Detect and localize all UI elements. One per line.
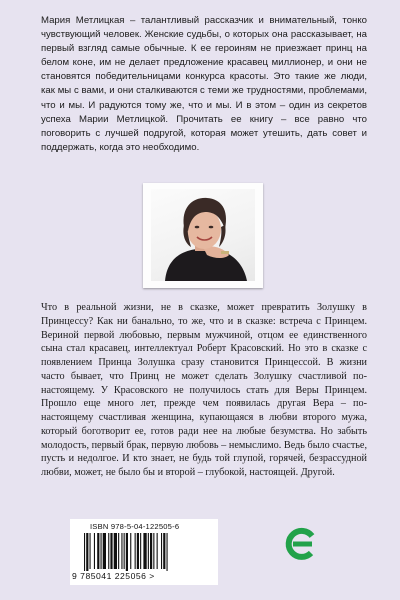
- author-portrait-icon: [151, 189, 255, 281]
- isbn-label: ISBN 978-5-04-122505-6: [90, 522, 180, 531]
- author-photo: [151, 189, 255, 281]
- barcode-digits: 9 785041 225056 >: [72, 571, 155, 581]
- eksmo-e-logo-icon: [281, 524, 321, 564]
- barcode-icon: [84, 533, 202, 571]
- barcode-panel: [70, 519, 218, 585]
- book-annotation: Что в реальной жизни, не в сказке, может превратить Золушку в Принцессу? Как ни банально, то же, что и в сказке: встреча с Принцем. Вериной первой любовью, первым мужчиной, отцом ее единственного сына стал красавец, интеллектуал Роберт Красовский. Но это в сказке с появлением Принца Золушка сразу становится Принцессой. В жизни часто бывает, что Принц не может сделать Золушку счастливой по-настоящему. У Красовского не получилось стать для Веры Принцем. Прошло еще много лет, прежде чем появилась другая Вера – по-настоящему счастливая женщина, купающаяся в любви второго мужа, который боготворит ее, готов ради нее на любые безумства. Но забыть молодость, первый брак, первую любовь – немыслимо. Ведь было счастье, пусть и недолгое. И кто знает, не будь той глупой, горячей, безрассудной любви, может, не было бы и второй – глубокой, настоящей. Другой.: [41, 302, 367, 478]
- author-photo-frame: [143, 183, 263, 288]
- author-description: Мария Метлицкая – талантливый рассказчик и внимательный, тонко чувствующий человек. Женские судьбы, о которых она рассказывает, на первый взгляд самые обычные. К ее героиням не приезжает принц на белом коне, им не делает предложение красавец миллионер, и они не становятся победительницами конкурса красоты. Это такие же люди, как мы с вами, и они сталкиваются с теми же трудностями, проблемами, что и мы. И радуются тому же, что и мы. И в этом – один из секретов успеха Марии Метлицкой. Прочитать ее книгу – все равно что поговорить с лучшей подругой, которая может утешить, дать совет и поддержать, когда это необходимо.: [41, 15, 367, 153]
